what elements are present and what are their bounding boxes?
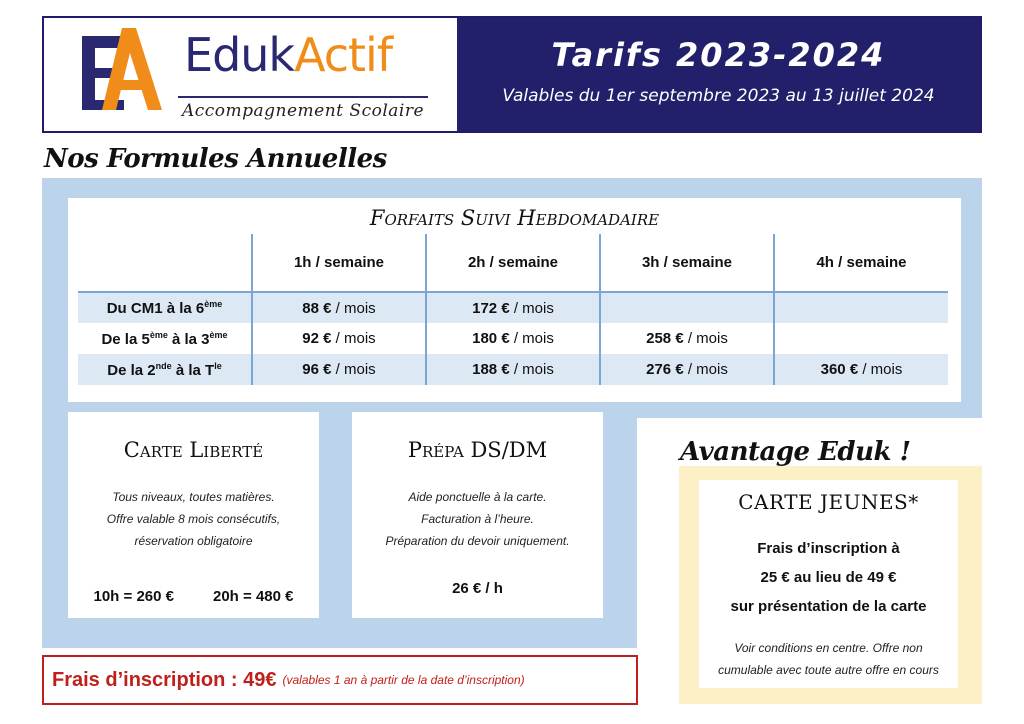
table-row [78, 323, 948, 354]
inscription-note: (valables 1 an à partir de la date d’inscription) [282, 673, 525, 687]
price-cell: 276 € / mois [600, 354, 774, 385]
row-label: Du CM1 à la 6ème [78, 292, 252, 323]
edukactif-logo-icon [82, 28, 162, 120]
column-header: 2h / semaine [426, 234, 600, 292]
prepa-price: 26 € / h [452, 580, 503, 597]
carte-liberte-description [68, 486, 319, 552]
description-line: Aide ponctuelle à la carte. [408, 490, 547, 504]
price-cell-empty [774, 323, 948, 354]
forfaits-title: Forfaits Suivi Hebdomadaire [369, 206, 660, 230]
column-header: 3h / semaine [600, 234, 774, 292]
carte-jeunes-card [699, 480, 958, 688]
price-cell: 96 € / mois [252, 354, 426, 385]
forfaits-card [68, 198, 961, 402]
description-line: Offre valable 8 mois consécutifs, [106, 512, 281, 526]
note-line: cumulable avec toute autre offre en cours [718, 663, 939, 677]
brand-block [44, 18, 457, 131]
note-line: Voir conditions en centre. Offre non [734, 641, 923, 655]
price-cell: 92 € / mois [252, 323, 426, 354]
table-row [78, 354, 948, 385]
price-20h: 20h = 480 € [213, 588, 294, 605]
carte-jeunes-title: CARTE JEUNES* [738, 490, 919, 514]
price-10h: 10h = 260 € [93, 588, 174, 605]
inscription-box [42, 655, 638, 705]
header-empty [78, 234, 252, 292]
table-row [78, 292, 948, 323]
description-line: Tous niveaux, toutes matières. [112, 490, 275, 504]
column-header: 4h / semaine [774, 234, 948, 292]
price-cell-empty [600, 292, 774, 323]
inscription-fee: Frais d’inscription : 49€ [52, 668, 277, 691]
description-line: Préparation du devoir uniquement. [385, 534, 570, 548]
carte-liberte-prices [68, 588, 319, 605]
offer-line: Frais d’inscription à [757, 540, 900, 557]
prepa-card [352, 412, 603, 618]
brand-subtitle: Accompagnement Scolaire [178, 96, 428, 121]
offer-line: 25 € au lieu de 49 € [760, 569, 897, 586]
row-label: De la 5ème à la 3ème [101, 329, 228, 348]
brand-part2: Actif [294, 28, 393, 82]
price-cell: 258 € / mois [600, 323, 774, 354]
carte-liberte-card [68, 412, 319, 618]
price-cell: 188 € / mois [426, 354, 600, 385]
price-cell-empty [774, 292, 948, 323]
section-title: Nos Formules Annuelles [44, 144, 387, 174]
forfaits-table [78, 234, 948, 385]
offer-line: sur présentation de la carte [730, 598, 927, 615]
description-line: Facturation à l’heure. [421, 512, 534, 526]
prepa-description [352, 486, 603, 552]
carte-jeunes-note [699, 637, 958, 681]
price-cell: 360 € / mois [774, 354, 948, 385]
row-label: De la 2nde à la $T^{le}$ [78, 354, 252, 385]
brand-part1: Eduk [184, 28, 295, 82]
prepa-title: Prépa DS/DM [407, 438, 548, 462]
price-cell: 88 € / mois [252, 292, 426, 323]
page-subtitle: Valables du 1er septembre 2023 au 13 juillet 2024 [502, 86, 935, 106]
header [42, 16, 982, 133]
description-line: réservation obligatoire [134, 534, 253, 548]
brand-name [184, 28, 393, 82]
page-title: Tarifs 2023-2024 [551, 36, 886, 74]
price-cell: 180 € / mois [426, 323, 600, 354]
carte-liberte-title: Carte Liberté [123, 438, 264, 462]
price-cell: 172 € / mois [426, 292, 600, 323]
carte-jeunes-offer [699, 534, 958, 621]
column-header: 1h / semaine [252, 234, 426, 292]
title-block [457, 18, 980, 131]
avantage-title: Avantage Eduk ! [680, 437, 911, 467]
